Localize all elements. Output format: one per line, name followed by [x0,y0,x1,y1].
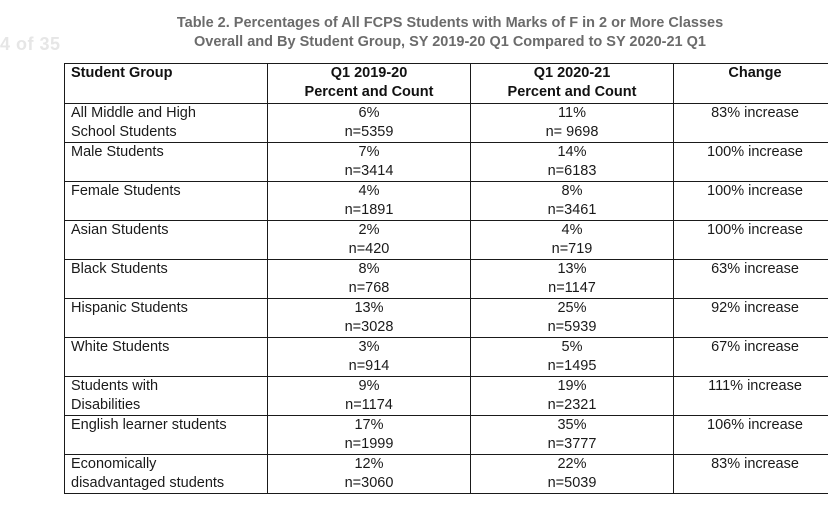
student-group-cell [65,455,268,494]
table-row [65,416,828,455]
percent-2019-20: 9% [358,378,380,394]
change-cell [674,143,828,182]
percent-2020-21: 14% [557,144,587,160]
student-group-line1: Economically [71,456,157,472]
count-2019-20: n=1174 [345,397,393,413]
header-q1-2020-21 [471,64,674,104]
percent-2019-20: 17% [354,417,384,433]
student-group-cell [65,143,268,182]
q1-2019-20-cell [268,182,471,221]
header-q1-2019-20-line2: Percent and Count [304,84,434,100]
q1-2020-21-cell [471,143,674,182]
percent-2019-20: 13% [354,300,384,316]
caption-line-1: Table 2. Percentages of All FCPS Students with Marks of F in 2 or More Classes [176,15,724,31]
count-2019-20: n=3414 [344,163,394,179]
header-q1-2020-21-line1: Q1 2020-21 [533,65,611,81]
change-value: 83% increase [711,105,799,121]
change-cell [674,182,828,221]
q1-2020-21-cell [471,338,674,377]
count-2019-20: n=3060 [344,475,394,491]
q1-2020-21-cell [471,299,674,338]
count-2019-20: n=420 [348,241,390,257]
q1-2020-21-cell [471,104,674,143]
q1-2020-21-cell [471,455,674,494]
table-row [65,182,828,221]
student-group-cell [65,338,268,377]
change-cell [674,299,828,338]
percent-2020-21: 8% [561,183,583,199]
percent-2019-20: 2% [358,222,380,238]
change-cell [674,221,828,260]
count-2020-21: n=5039 [547,475,597,491]
percent-2019-20: 8% [358,261,380,277]
q1-2019-20-cell [268,416,471,455]
student-group-line1: Students with [71,378,159,394]
percent-2019-20: 3% [358,339,380,355]
change-value: 92% increase [711,300,799,316]
q1-2019-20-cell [268,455,471,494]
table-row [65,338,828,377]
count-2020-21: n=5939 [547,319,597,335]
count-2019-20: n=5359 [344,124,394,140]
change-value: 100% increase [707,144,803,160]
student-group-cell [65,299,268,338]
student-group-line2: School Students [71,124,177,140]
student-group-cell [65,221,268,260]
student-group-line2: Disabilities [71,397,141,413]
student-group-cell [65,104,268,143]
count-2020-21: n=3461 [547,202,597,218]
percent-2019-20: 6% [358,105,380,121]
count-2019-20: n=1891 [344,202,394,218]
percent-2020-21: 25% [557,300,587,316]
count-2019-20: n=768 [348,280,390,296]
q1-2019-20-cell [268,338,471,377]
percent-2020-21: 11% [558,105,586,121]
header-q1-2019-20-line1: Q1 2019-20 [330,65,408,81]
q1-2020-21-cell [471,182,674,221]
count-2020-21: n= 9698 [545,124,599,140]
change-value: 67% increase [711,339,799,355]
count-2019-20: n=1999 [344,436,394,452]
change-value: 63% increase [711,261,799,277]
header-q1-2019-20 [268,64,471,104]
count-2020-21: n=719 [551,241,593,257]
count-2020-21: n=2321 [547,397,597,413]
q1-2019-20-cell [268,299,471,338]
table-row [65,260,828,299]
student-group-line1: English learner students [71,417,227,433]
student-group-line1: All Middle and High [71,105,196,121]
change-value: 111% increase [708,378,802,394]
change-cell [674,455,828,494]
q1-2019-20-cell [268,221,471,260]
change-cell [674,377,828,416]
header-q1-2020-21-line2: Percent and Count [507,84,637,100]
table-row [65,104,828,143]
student-group-line1: Female Students [71,183,181,199]
q1-2020-21-cell [471,260,674,299]
student-group-cell [65,416,268,455]
table-row [65,221,828,260]
student-group-line1: Male Students [71,144,164,160]
count-2020-21: n=1147 [548,280,596,296]
count-2019-20: n=914 [348,358,390,374]
table-caption [90,14,810,52]
student-group-line1: White Students [71,339,170,355]
change-value: 100% increase [707,183,803,199]
q1-2019-20-cell [268,377,471,416]
header-row [65,64,828,104]
q1-2019-20-cell [268,143,471,182]
student-group-line1: Black Students [71,261,168,277]
count-2020-21: n=3777 [547,436,597,452]
change-cell [674,104,828,143]
student-group-cell [65,377,268,416]
percent-2020-21: 5% [561,339,583,355]
change-cell [674,416,828,455]
change-cell [674,260,828,299]
count-2020-21: n=1495 [547,358,597,374]
header-student-group: Student Group [65,64,268,104]
change-value: 106% increase [707,417,803,433]
table-body [65,104,828,494]
percent-2019-20: 7% [358,144,380,160]
change-cell [674,338,828,377]
student-group-line1: Hispanic Students [71,300,188,316]
change-value: 100% increase [707,222,803,238]
q1-2019-20-cell [268,104,471,143]
table-row [65,455,828,494]
student-group-line2: disadvantaged students [71,475,225,491]
percent-2020-21: 22% [557,456,587,472]
table-row [65,377,828,416]
count-2020-21: n=6183 [547,163,597,179]
caption-line-2: Overall and By Student Group, SY 2019-20 Q1 Compared to SY 2020-21 Q1 [194,34,706,50]
student-group-line1: Asian Students [71,222,169,238]
q1-2020-21-cell [471,221,674,260]
table-row [65,299,828,338]
percent-2019-20: 12% [354,456,384,472]
percent-2020-21: 35% [557,417,587,433]
percent-2020-21: 19% [557,378,587,394]
percent-2019-20: 4% [358,183,380,199]
page-indicator: 4 of 35 [0,34,61,54]
count-2019-20: n=3028 [344,319,394,335]
percent-2020-21: 4% [561,222,583,238]
percent-2020-21: 13% [557,261,587,277]
q1-2019-20-cell [268,260,471,299]
student-group-cell [65,260,268,299]
q1-2020-21-cell [471,377,674,416]
header-change: Change [674,64,828,104]
change-value: 83% increase [711,456,799,472]
q1-2020-21-cell [471,416,674,455]
student-group-cell [65,182,268,221]
student-f-marks-table [64,63,828,494]
table-row [65,143,828,182]
